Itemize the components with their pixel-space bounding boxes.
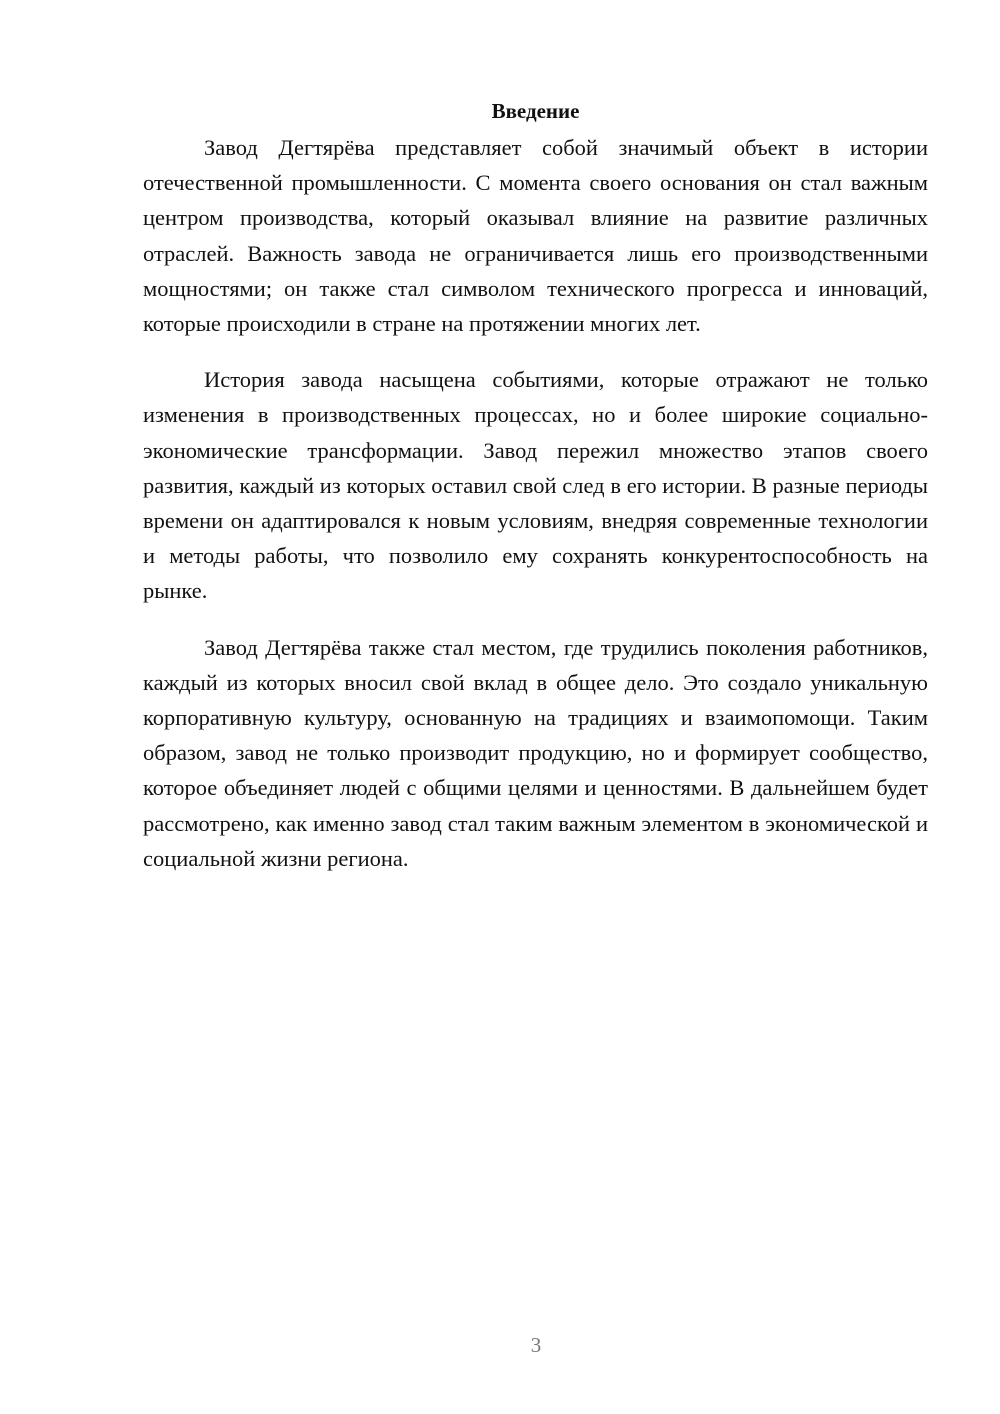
paragraph-1: Завод Дегтярёва представляет собой значимый объект в истории отечественной промышленности. С момента своего основания он стал важным центром производства, который оказывал влияние на развитие различных отраслей. Важность завода не ограничивается лишь его производственными мощностями; он также стал символом технического прогресса и инноваций, которые происходили в стране на протяжении многих лет.: [143, 135, 928, 337]
page-content: [143, 96, 928, 897]
paragraph-2: История завода насыщена событиями, которые отражают не только изменения в производственных процессах, но и более широкие социально-экономические трансформации. Завод пережил множество этапов своего развития, каждый из которых оставил свой след в его истории. В разные периоды времени он адаптировался к новым условиям, внедряя современные технологии и методы работы, что позволило ему сохранять конкурентоспособность на рынке.: [143, 367, 928, 604]
page-number: 3: [530, 1333, 542, 1357]
section-heading: Введение: [491, 99, 580, 123]
paragraph-3: Завод Дегтярёва также стал местом, где трудились поколения работников, каждый из которых вносил свой вклад в общее дело. Это создало уникальную корпоративную культуру, основанную на традициях и взаимопомощи. Таким образом, завод не только производит продукцию, но и формирует сообщество, которое объединяет людей с общими целями и ценностями. В дальнейшем будет рассмотрено, как именно завод стал таким важным элементом в экономической и социальной жизни региона.: [143, 634, 928, 871]
